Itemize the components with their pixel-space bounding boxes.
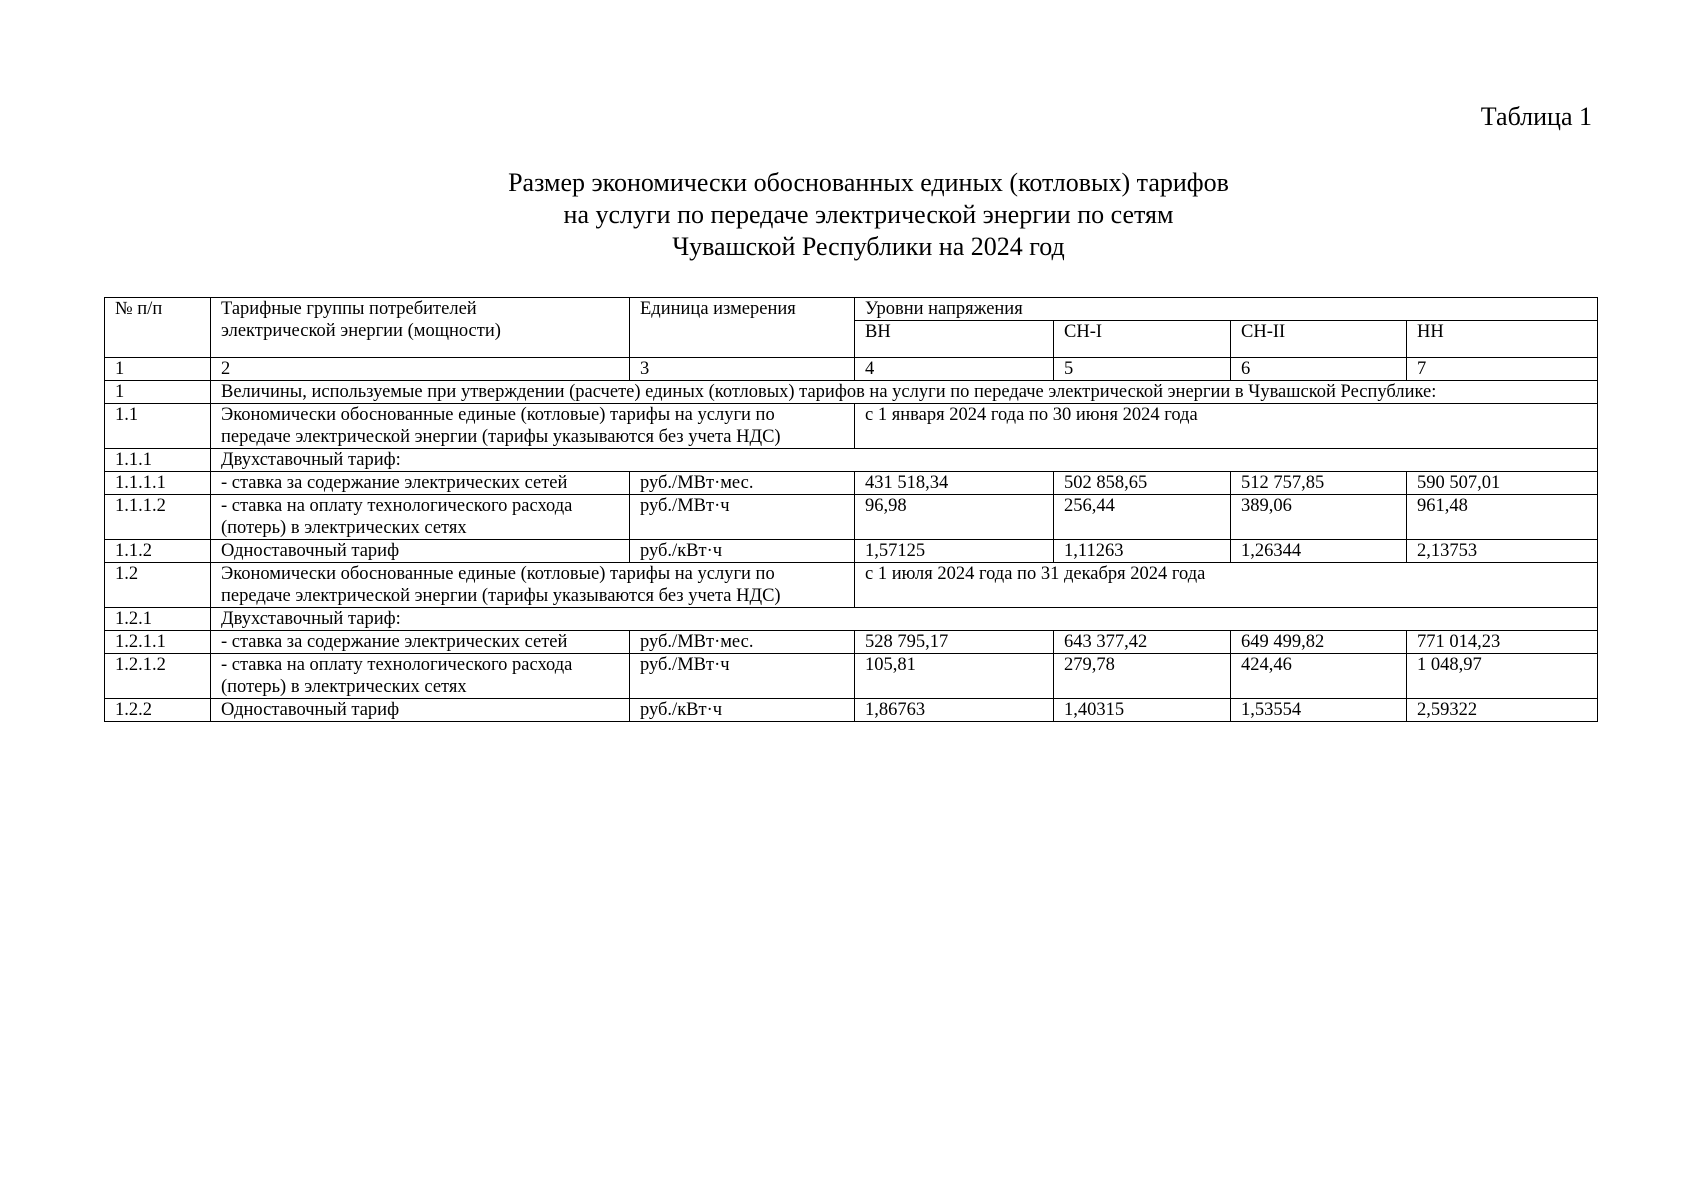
header-vn: ВН bbox=[855, 321, 1054, 358]
row-text: - ставка за содержание электрических сетей bbox=[211, 472, 630, 495]
table-row bbox=[105, 608, 1598, 631]
row-unit: руб./МВт·мес. bbox=[630, 472, 855, 495]
period-text-line: передаче электрической энергии (тарифы указываются без учета НДС) bbox=[221, 586, 781, 606]
header-voltage-levels: Уровни напряжения bbox=[855, 298, 1598, 321]
row-text: - ставка за содержание электрических сетей bbox=[211, 631, 630, 654]
column-number: 4 bbox=[855, 358, 1054, 381]
title-line: на услуги по передаче электрической энергии по сетям bbox=[563, 200, 1174, 229]
row-unit: руб./кВт·ч bbox=[630, 540, 855, 563]
header-num: № п/п bbox=[105, 298, 211, 358]
row-num: 1.2 bbox=[105, 563, 211, 608]
value-sn2: 649 499,82 bbox=[1231, 631, 1407, 654]
table-row bbox=[105, 449, 1598, 472]
period-text-line: Экономически обоснованные единые (котловые) тарифы на услуги по bbox=[221, 405, 775, 425]
row-num: 1.2.1 bbox=[105, 608, 211, 631]
value-nn: 2,13753 bbox=[1407, 540, 1598, 563]
row-text-line: (потерь) в электрических сетях bbox=[221, 677, 467, 697]
row-text: Одноставочный тариф bbox=[211, 699, 630, 722]
row-num: 1.1.1.2 bbox=[105, 495, 211, 540]
row-num: 1.2.1.2 bbox=[105, 654, 211, 699]
column-number: 2 bbox=[211, 358, 630, 381]
value-sn2: 389,06 bbox=[1231, 495, 1407, 540]
table-label: Таблица 1 bbox=[1480, 102, 1592, 131]
header-tariff-groups bbox=[211, 298, 630, 358]
row-num: 1.1.2 bbox=[105, 540, 211, 563]
row-unit: руб./кВт·ч bbox=[630, 699, 855, 722]
value-sn1: 643 377,42 bbox=[1054, 631, 1231, 654]
title-line: Чувашской Республики на 2024 год bbox=[672, 232, 1065, 261]
value-sn1: 1,11263 bbox=[1054, 540, 1231, 563]
period-text-line: Экономически обоснованные единые (котловые) тарифы на услуги по bbox=[221, 564, 775, 584]
table-row bbox=[105, 699, 1598, 722]
header-unit: Единица измерения bbox=[630, 298, 855, 358]
value-vn: 105,81 bbox=[855, 654, 1054, 699]
row-num: 1 bbox=[105, 381, 211, 404]
period-description bbox=[211, 563, 855, 608]
value-sn1: 256,44 bbox=[1054, 495, 1231, 540]
period-dates: с 1 января 2024 года по 30 июня 2024 года bbox=[855, 404, 1598, 449]
value-vn: 528 795,17 bbox=[855, 631, 1054, 654]
value-nn: 1 048,97 bbox=[1407, 654, 1598, 699]
header-group-line: электрической энергии (мощности) bbox=[221, 321, 501, 341]
period-row bbox=[105, 563, 1598, 608]
table-row bbox=[105, 472, 1598, 495]
period-row bbox=[105, 404, 1598, 449]
value-nn: 771 014,23 bbox=[1407, 631, 1598, 654]
row-text-line: - ставка на оплату технологического расхода bbox=[221, 496, 573, 516]
row-num: 1.2.2 bbox=[105, 699, 211, 722]
row-text: Двухставочный тариф: bbox=[211, 608, 1598, 631]
value-sn1: 279,78 bbox=[1054, 654, 1231, 699]
value-sn1: 502 858,65 bbox=[1054, 472, 1231, 495]
header-sn2: СН-II bbox=[1231, 321, 1407, 358]
header-nn: НН bbox=[1407, 321, 1598, 358]
column-number: 1 bbox=[105, 358, 211, 381]
value-nn: 961,48 bbox=[1407, 495, 1598, 540]
section-row bbox=[105, 381, 1598, 404]
row-num: 1.1.1 bbox=[105, 449, 211, 472]
row-text: Двухставочный тариф: bbox=[211, 449, 1598, 472]
value-sn2: 1,53554 bbox=[1231, 699, 1407, 722]
period-text-line: передаче электрической энергии (тарифы указываются без учета НДС) bbox=[221, 427, 781, 447]
row-num: 1.2.1.1 bbox=[105, 631, 211, 654]
period-dates: с 1 июля 2024 года по 31 декабря 2024 года bbox=[855, 563, 1598, 608]
value-sn1: 1,40315 bbox=[1054, 699, 1231, 722]
table-row bbox=[105, 654, 1598, 699]
row-unit: руб./МВт·ч bbox=[630, 654, 855, 699]
tariff-table bbox=[104, 297, 1598, 722]
title-line: Размер экономически обоснованных единых (котловых) тарифов bbox=[508, 168, 1229, 197]
period-description bbox=[211, 404, 855, 449]
value-sn2: 1,26344 bbox=[1231, 540, 1407, 563]
row-text bbox=[211, 495, 630, 540]
row-text: Одноставочный тариф bbox=[211, 540, 630, 563]
header-sn1: СН-I bbox=[1054, 321, 1231, 358]
row-num: 1.1.1.1 bbox=[105, 472, 211, 495]
row-unit: руб./МВт·мес. bbox=[630, 631, 855, 654]
column-number: 5 bbox=[1054, 358, 1231, 381]
value-vn: 1,57125 bbox=[855, 540, 1054, 563]
header-group-line: Тарифные группы потребителей bbox=[221, 299, 477, 319]
value-sn2: 424,46 bbox=[1231, 654, 1407, 699]
row-unit: руб./МВт·ч bbox=[630, 495, 855, 540]
table-row bbox=[105, 495, 1598, 540]
row-text-line: - ставка на оплату технологического расхода bbox=[221, 655, 573, 675]
column-number: 7 bbox=[1407, 358, 1598, 381]
value-vn: 431 518,34 bbox=[855, 472, 1054, 495]
column-numbers-row bbox=[105, 358, 1598, 381]
document-title bbox=[0, 167, 1697, 263]
row-text-line: (потерь) в электрических сетях bbox=[221, 518, 467, 538]
value-nn: 590 507,01 bbox=[1407, 472, 1598, 495]
header-row bbox=[105, 298, 1598, 321]
section-text: Величины, используемые при утверждении (расчете) единых (котловых) тарифов на услуги по передаче электрической энергии в Чувашской Республике: bbox=[211, 381, 1598, 404]
table-row bbox=[105, 631, 1598, 654]
column-number: 3 bbox=[630, 358, 855, 381]
value-sn2: 512 757,85 bbox=[1231, 472, 1407, 495]
row-num: 1.1 bbox=[105, 404, 211, 449]
table-row bbox=[105, 540, 1598, 563]
value-nn: 2,59322 bbox=[1407, 699, 1598, 722]
row-text bbox=[211, 654, 630, 699]
column-number: 6 bbox=[1231, 358, 1407, 381]
value-vn: 96,98 bbox=[855, 495, 1054, 540]
value-vn: 1,86763 bbox=[855, 699, 1054, 722]
